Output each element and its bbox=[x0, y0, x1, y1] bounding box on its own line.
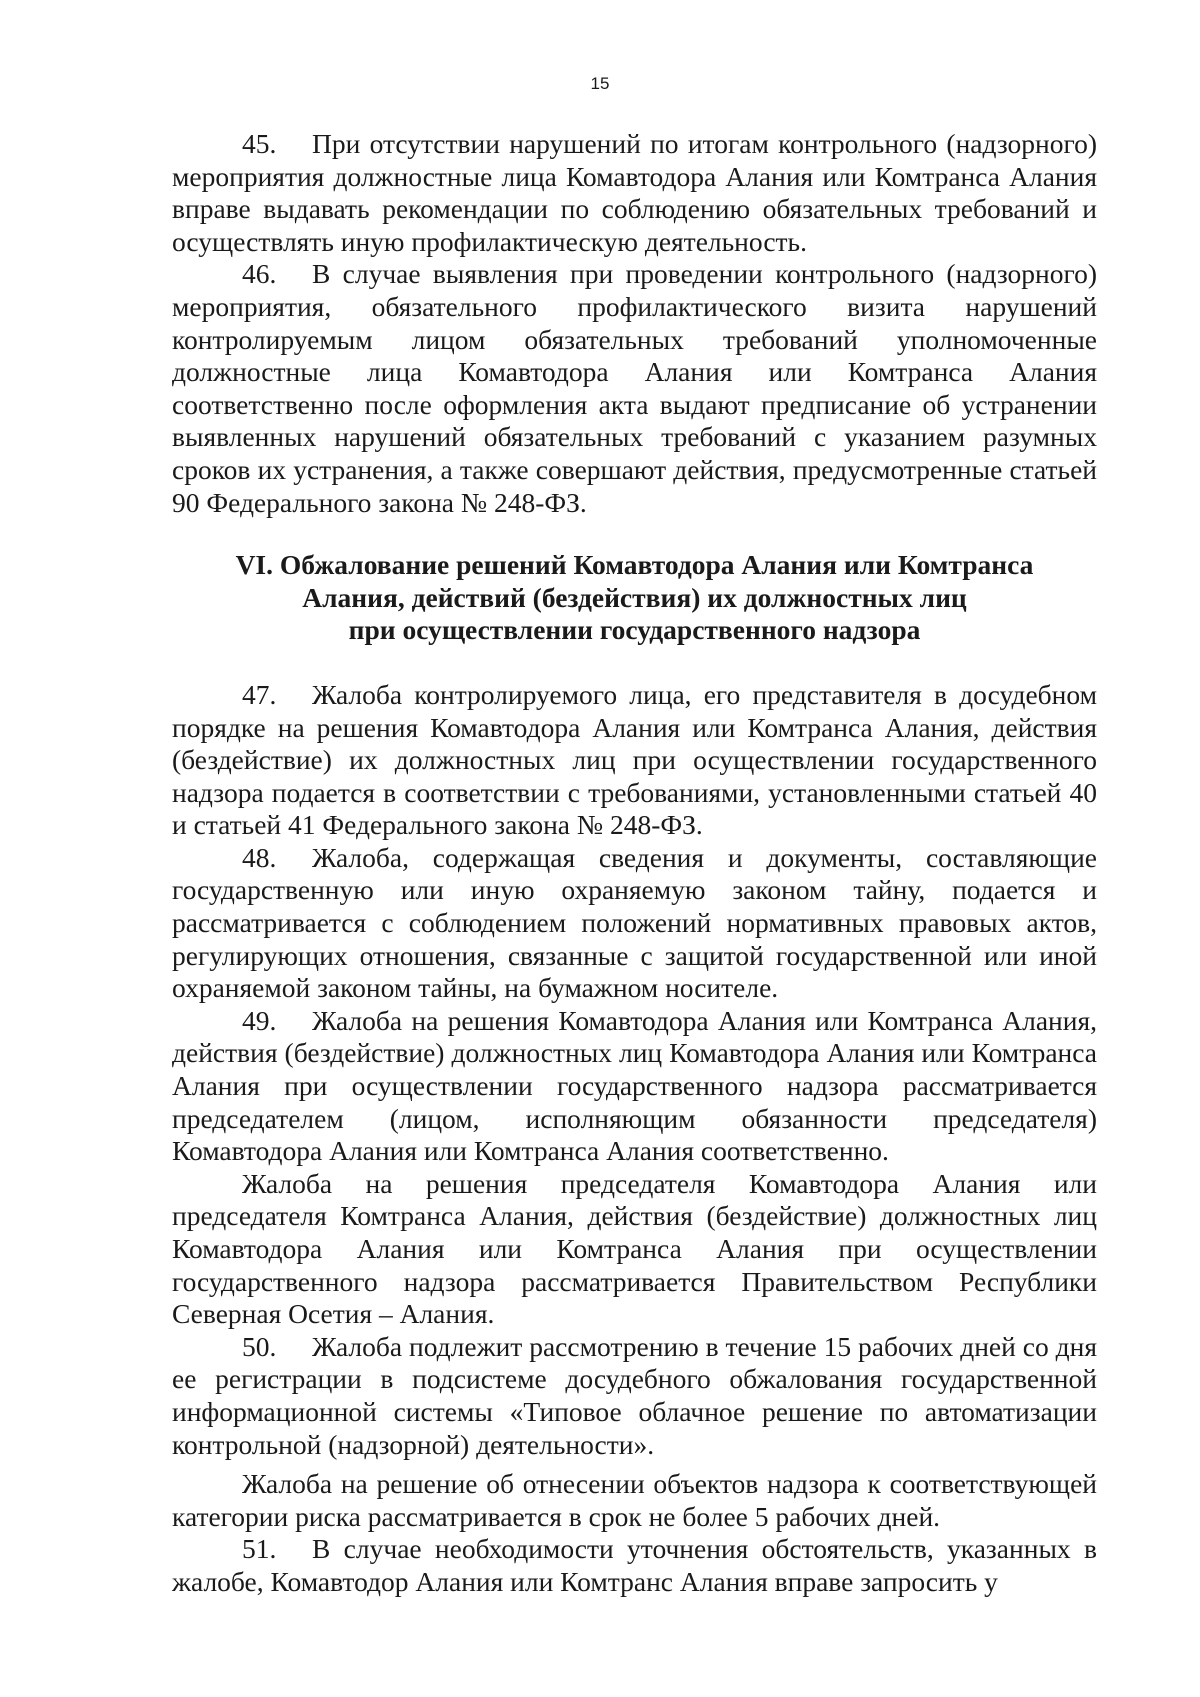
paragraph-text: Жалоба контролируемого лица, его представителя в досудебном порядке на решения Комавтодора Алания или Комтранса Алания, действия (бездействие) их должностных лиц при осуществлении государственного надзора подается в соответствии с требованиями, установленными статьей 40 и статьей 41 Федерального закона № 248-ФЗ. bbox=[172, 678, 1097, 841]
paragraph-text: Жалоба на решения Комавтодора Алания или Комтранса Алания, действия (бездействие) должностных лиц Комавтодора Алания или Комтранса Алания при осуществлении государственного надзора рассматривается председателем (лицом, исполняющим обязанности председателя) Комавтодора Алания или Комтранса Алания соответственно. bbox=[172, 1004, 1097, 1167]
paragraph-51 bbox=[172, 1533, 1097, 1598]
paragraph-number: 50. bbox=[242, 1330, 277, 1362]
paragraph-text: В случае выявления при проведении контрольного (надзорного) мероприятия, обязательного профилактического визита нарушений контролируемым лицом обязательных требований уполномоченные должностные лица Комавтодора Алания или Комтранса Алания соответственно после оформления акта выдают предписание об устранении выявленных нарушений обязательных требований с указанием разумных сроков их устранения, а также совершают действия, предусмотренные статьей 90 Федерального закона № 248-ФЗ. bbox=[172, 258, 1097, 518]
paragraph-number: 49. bbox=[242, 1004, 277, 1036]
paragraph-48 bbox=[172, 842, 1097, 1005]
paragraph-text: При отсутствии нарушений по итогам контрольного (надзорного) мероприятия должностные лица Комавтодора Алания или Комтранса Алания вправе выдавать рекомендации по соблюдению обязательных требований и осуществлять иную профилактическую деятельность. bbox=[172, 128, 1097, 257]
paragraph-50-continuation: Жалоба на решение об отнесении объектов надзора к соответствующей категории риска рассматривается в срок не более 5 рабочих дней. bbox=[172, 1468, 1097, 1532]
paragraph-46 bbox=[172, 258, 1097, 519]
document-body bbox=[172, 128, 1097, 1599]
paragraph-text: В случае необходимости уточнения обстоятельств, указанных в жалобе, Комавтодор Алания или Комтранс Алания вправе запросить у bbox=[172, 1533, 1097, 1597]
paragraph-49-continuation: Жалоба на решения председателя Комавтодора Алания или председателя Комтранса Алания, действия (бездействие) должностных лиц Комавтодора Алания или Комтранса Алания при осуществлении государственного надзора рассматривается Правительством Республики Северная Осетия – Алания. bbox=[172, 1167, 1097, 1330]
paragraph-number: 47. bbox=[242, 678, 277, 710]
page-number: 15 bbox=[590, 74, 610, 93]
section-heading-line: при осуществлении государственного надзора bbox=[348, 614, 921, 646]
paragraph-number: 46. bbox=[242, 258, 277, 290]
paragraph-number: 45. bbox=[242, 128, 277, 159]
section-heading bbox=[172, 549, 1097, 647]
section-heading-line: VI. Обжалование решений Комавтодора Алания или Комтранса bbox=[235, 549, 1034, 581]
section-heading-line: Алания, действий (бездействия) их должностных лиц bbox=[302, 581, 967, 613]
paragraph-50 bbox=[172, 1331, 1097, 1461]
paragraph-text: Жалоба подлежит рассмотрению в течение 15 рабочих дней со дня ее регистрации в подсистеме досудебного обжалования государственной информационной системы «Типовое облачное решение по автоматизации контрольной (надзорной) деятельности». bbox=[172, 1330, 1097, 1460]
paragraph-45 bbox=[172, 128, 1097, 258]
paragraph-number: 51. bbox=[242, 1533, 277, 1565]
paragraph-text: Жалоба, содержащая сведения и документы, составляющие государственную или иную охраняемую законом тайну, подается и рассматривается с соблюдением положений нормативных правовых актов, регулирующих отношения, связанные с защитой государственной или иной охраняемой законом тайны, на бумажном носителе. bbox=[172, 841, 1097, 1004]
paragraph-49 bbox=[172, 1005, 1097, 1168]
paragraph-number: 48. bbox=[242, 841, 277, 873]
paragraph-47 bbox=[172, 679, 1097, 842]
spacer bbox=[172, 1461, 1097, 1468]
